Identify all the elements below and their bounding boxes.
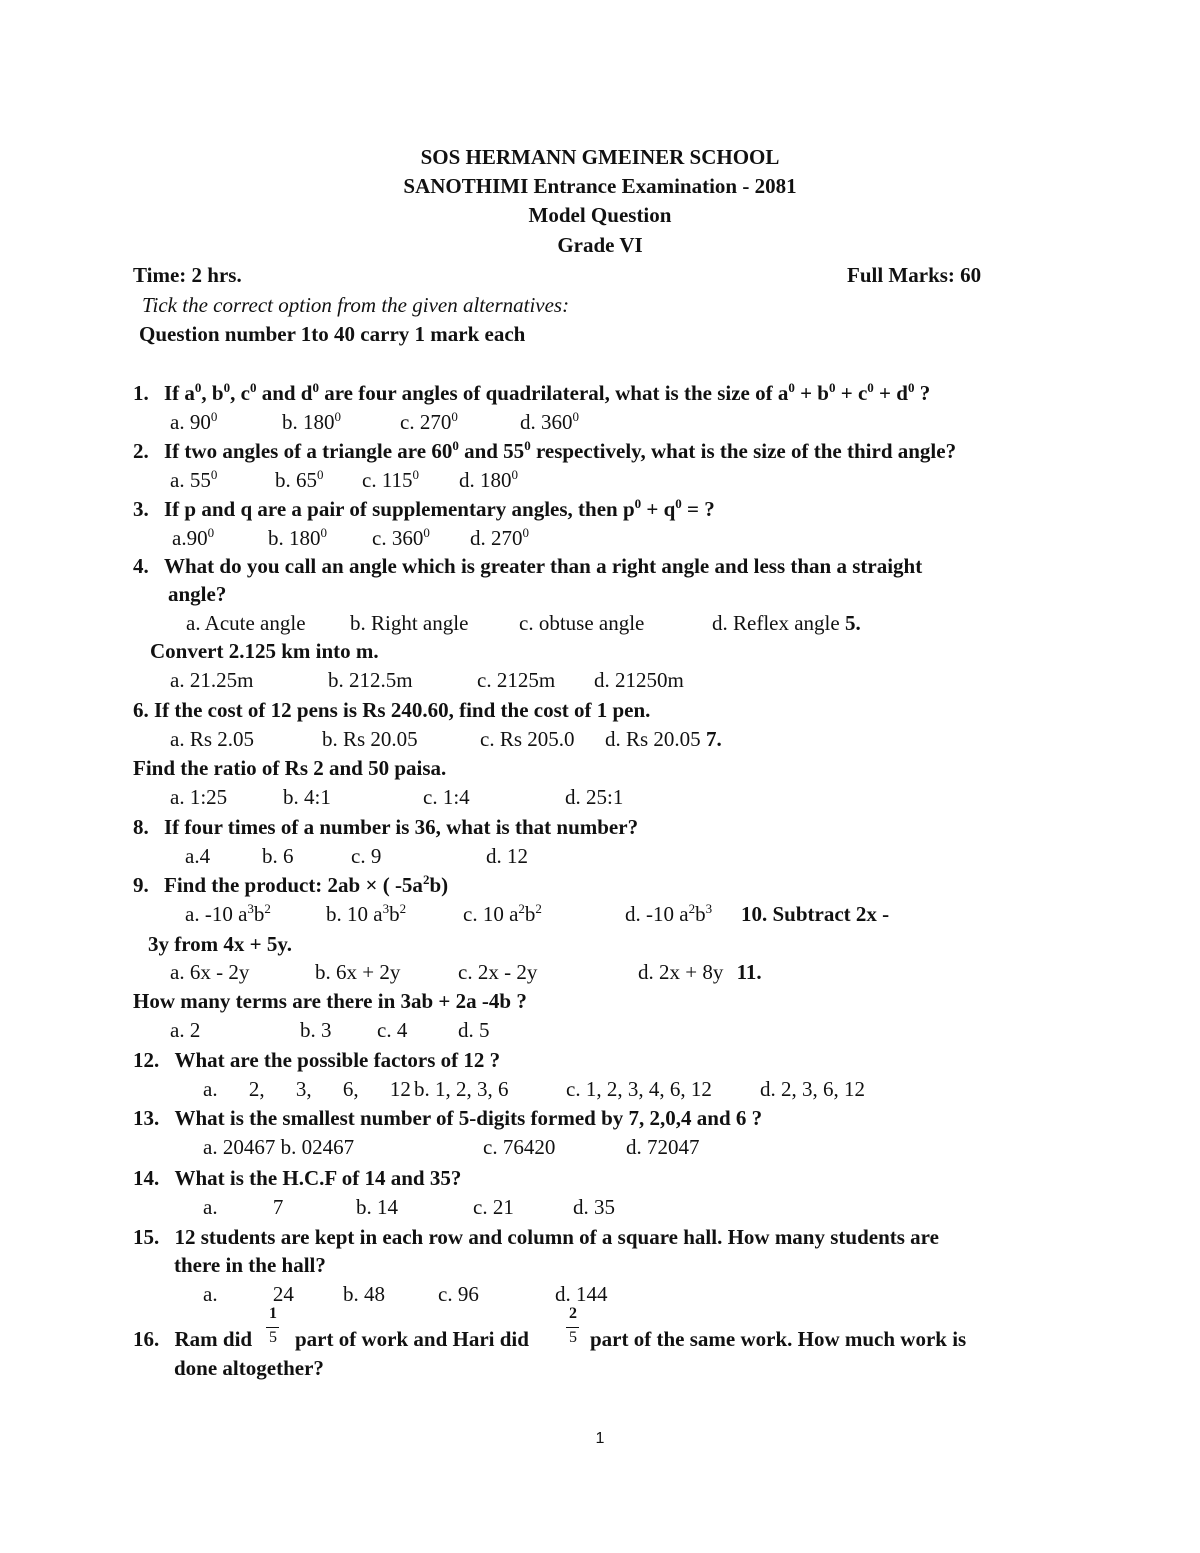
- marks-note: Question number 1to 40 carry 1 mark each: [139, 322, 526, 346]
- q4-option-d[interactable]: d. Reflex angle 5.: [712, 611, 861, 635]
- fraction-2-bar: [566, 1327, 579, 1328]
- q2-option-a[interactable]: a. $55^0$: [170, 467, 218, 492]
- q6-option-d[interactable]: d. Rs 20.05 7.: [605, 727, 722, 751]
- fraction-1-bar: [266, 1327, 279, 1328]
- question-16-part-2: part of work and Hari did: [295, 1327, 529, 1351]
- q5-option-a[interactable]: a. 21.25m: [170, 668, 254, 692]
- question-number: 16.: [133, 1327, 160, 1351]
- question-12: 12. What are the possible factors of 12 ?: [133, 1048, 501, 1072]
- question-14: 14. What is the H.C.F of 14 and 35?: [133, 1166, 462, 1190]
- q14-option-d[interactable]: d. 35: [573, 1195, 615, 1219]
- q4-option-c[interactable]: c. obtuse angle: [519, 611, 645, 635]
- q1-option-a[interactable]: a. $90^0$: [170, 409, 218, 434]
- q11-option-d[interactable]: d. 5: [458, 1018, 490, 1042]
- q11-option-b[interactable]: b. 3: [300, 1018, 332, 1042]
- q11-option-c[interactable]: c. 4: [377, 1018, 408, 1042]
- q1-option-c[interactable]: c. $270^0$: [400, 409, 458, 434]
- q7-option-b[interactable]: b. 4:1: [283, 785, 331, 809]
- fraction-2-denominator: 5: [569, 1329, 577, 1346]
- q3-option-d[interactable]: d. $270^0$: [470, 525, 529, 550]
- question-2: 2. If two angles of a triangle are $60^0$ and $55^0$ respectively, what is the size of the third angle?: [133, 438, 957, 463]
- q9-option-d[interactable]: d. -10 $a^2b^3$: [625, 901, 713, 926]
- q10-option-c[interactable]: c. 2x - 2y: [458, 960, 538, 984]
- q1-option-d[interactable]: d. $360^0$: [520, 409, 579, 434]
- fraction-1-denominator: 5: [269, 1329, 277, 1346]
- q9-option-c[interactable]: c. 10 $a^2b^2$: [463, 901, 542, 926]
- q2-option-d[interactable]: d. $180^0$: [459, 467, 518, 492]
- q10-option-a[interactable]: a. 6x - 2y: [170, 960, 250, 984]
- q4-option-b[interactable]: b. Right angle: [350, 611, 469, 635]
- q8-option-c[interactable]: c. 9: [351, 844, 382, 868]
- question-3: 3. If p and q are a pair of supplementary angles, then $p^0 + q^0$ = ?: [133, 496, 715, 521]
- fraction-1-numerator: 1: [269, 1305, 277, 1322]
- q8-option-b[interactable]: b. 6: [262, 844, 294, 868]
- q12-option-a[interactable]: a. 2, 3, 6, 12: [203, 1077, 411, 1101]
- question-number: 12.: [133, 1048, 160, 1072]
- question-number: 13.: [133, 1106, 160, 1130]
- school-name: SOS HERMANN GMEINER SCHOOL: [420, 145, 780, 169]
- q12-option-d[interactable]: d. 2, 3, 6, 12: [760, 1077, 865, 1101]
- question-9: 9. Find the product: 2ab × ( $-5a^2b$): [133, 872, 449, 897]
- question-number: 7.: [705, 727, 722, 751]
- q15-option-b[interactable]: b. 48: [343, 1282, 385, 1306]
- q5-option-b[interactable]: b. 212.5m: [328, 668, 413, 692]
- q5-option-c[interactable]: c. 2125m: [477, 668, 556, 692]
- question-10-start: 10. Subtract 2x -: [741, 902, 890, 926]
- question-1: 1. If $a^0$, $b^0$, $c^0$ and $d^0$ are four angles of quadrilateral, what is the size of $a^0 + b^0 + c^0 + d^0$ ?: [133, 380, 931, 405]
- question-number: 9.: [133, 873, 149, 897]
- paper-type: Model Question: [528, 203, 672, 227]
- q13-option-d[interactable]: d. 72047: [626, 1135, 700, 1159]
- question-4-continued: angle?: [168, 582, 227, 606]
- q9-option-b[interactable]: b. 10 $a^3b^2$: [326, 901, 407, 926]
- q6-option-c[interactable]: c. Rs 205.0: [480, 727, 575, 751]
- q12-option-c[interactable]: c. 1, 2, 3, 4, 6, 12: [566, 1077, 712, 1101]
- q9-option-a[interactable]: a. -10 $a^3b^2$: [185, 901, 271, 926]
- q15-option-a[interactable]: a. 24: [203, 1282, 294, 1306]
- q12-option-b[interactable]: b. 1, 2, 3, 6: [414, 1077, 509, 1101]
- question-number: 14.: [133, 1166, 160, 1190]
- full-marks-label: Full Marks: 60: [847, 263, 982, 287]
- question-number: 3.: [133, 497, 149, 521]
- q2-option-c[interactable]: c. $115^0$: [362, 467, 420, 492]
- page-number: 1: [595, 1430, 605, 1447]
- question-number: 1.: [133, 381, 149, 405]
- question-16-continued: done altogether?: [174, 1356, 324, 1380]
- question-number: 4.: [133, 554, 149, 578]
- question-8: 8. If four times of a number is 36, what is that number?: [133, 815, 639, 839]
- q8-option-d[interactable]: d. 12: [486, 844, 528, 868]
- question-number: 11.: [736, 960, 762, 984]
- fraction-2-numerator: 2: [569, 1305, 577, 1322]
- q15-option-c[interactable]: c. 96: [438, 1282, 479, 1306]
- q7-option-c[interactable]: c. 1:4: [423, 785, 470, 809]
- question-15-continued: there in the hall?: [174, 1253, 326, 1277]
- question-7: Find the ratio of Rs 2 and 50 paisa.: [133, 756, 447, 780]
- question-5: Convert 2.125 km into m.: [150, 639, 379, 663]
- question-16-part-3: part of the same work. How much work is: [590, 1327, 967, 1351]
- q14-option-b[interactable]: b. 14: [356, 1195, 398, 1219]
- question-10: 3y from 4x + 5y.: [148, 932, 292, 956]
- q3-option-a[interactable]: $a.90^0$: [172, 525, 215, 550]
- question-6: 6. If the cost of 12 pens is Rs 240.60, find the cost of 1 pen.: [133, 698, 651, 722]
- q5-option-d[interactable]: d. 21250m: [594, 668, 684, 692]
- q3-option-b[interactable]: b. $180^0$: [268, 525, 327, 550]
- q13-option-c[interactable]: c. 76420: [483, 1135, 556, 1159]
- question-number: 15.: [133, 1225, 160, 1249]
- q14-option-a[interactable]: a. 7: [203, 1195, 284, 1219]
- instruction-text: Tick the correct option from the given alternatives:: [142, 293, 570, 317]
- q4-option-a[interactable]: a. Acute angle: [186, 611, 306, 635]
- question-4: 4. What do you call an angle which is greater than a right angle and less than a straight: [133, 554, 923, 578]
- q2-option-b[interactable]: b. $65^0$: [275, 467, 324, 492]
- question-16: 16. Ram did: [133, 1327, 253, 1351]
- exam-title: SANOTHIMI Entrance Examination - 2081: [403, 174, 797, 198]
- grade-label: Grade VI: [557, 233, 643, 257]
- question-13: 13. What is the smallest number of 5-digits formed by 7, 2,0,4 and 6 ?: [133, 1106, 763, 1130]
- q14-option-c[interactable]: c. 21: [473, 1195, 514, 1219]
- question-number: 2.: [133, 439, 149, 463]
- q10-option-d[interactable]: d. 2x + 8y 11.: [638, 960, 762, 984]
- q11-option-a[interactable]: a. 2: [170, 1018, 201, 1042]
- q7-option-a[interactable]: a. 1:25: [170, 785, 228, 809]
- q6-option-a[interactable]: a. Rs 2.05: [170, 727, 254, 751]
- q7-option-d[interactable]: d. 25:1: [565, 785, 624, 809]
- question-15: 15. 12 students are kept in each row and column of a square hall. How many students are: [133, 1225, 939, 1249]
- q3-option-c[interactable]: c. $360^0$: [372, 525, 430, 550]
- question-11: How many terms are there in 3ab + 2a -4b ?: [133, 989, 527, 1013]
- q13-options-a-b[interactable]: a. 20467 b. 02467: [203, 1135, 355, 1159]
- question-number: 8.: [133, 815, 149, 839]
- q1-option-b[interactable]: b. $180^0$: [282, 409, 341, 434]
- q10-option-b[interactable]: b. 6x + 2y: [315, 960, 401, 984]
- q15-option-d[interactable]: d. 144: [555, 1282, 608, 1306]
- time-label: Time: 2 hrs.: [133, 263, 242, 287]
- q6-option-b[interactable]: b. Rs 20.05: [322, 727, 418, 751]
- question-number: 5.: [844, 611, 861, 635]
- q8-option-a[interactable]: a.4: [185, 844, 211, 868]
